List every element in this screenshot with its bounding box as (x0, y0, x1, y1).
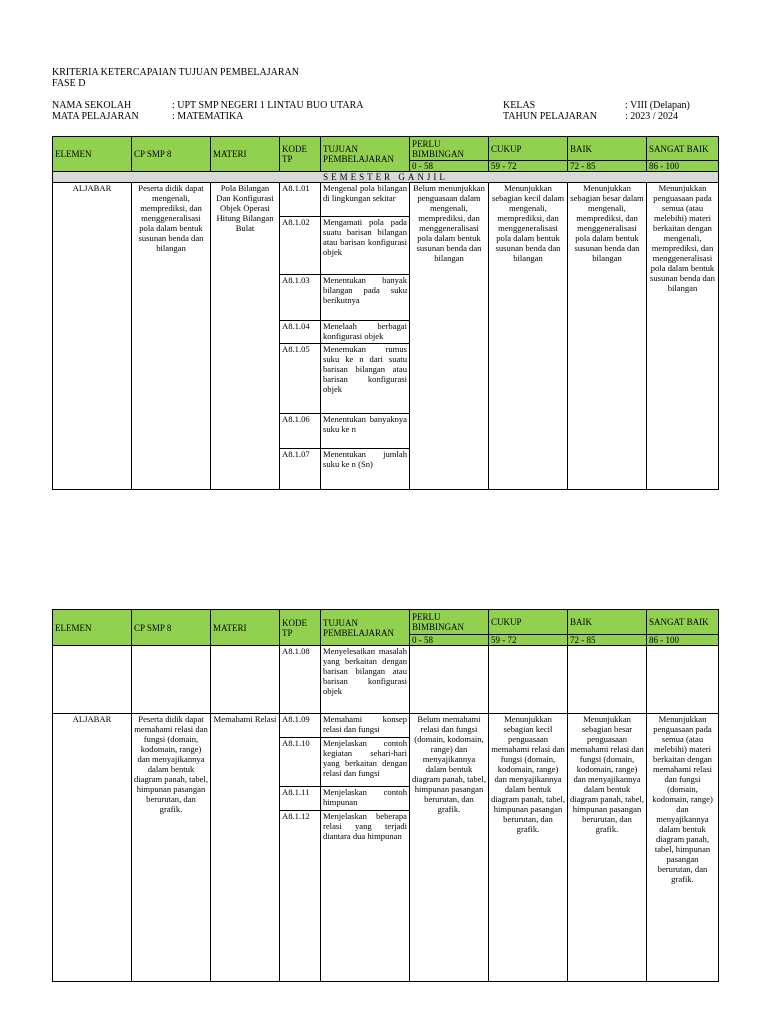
kode-column (280, 714, 321, 982)
sangat-baik-cell-empty (647, 646, 719, 714)
range-baik: 72 - 85 (568, 635, 647, 646)
header-perlu: PERLU BIMBINGAN (410, 610, 489, 635)
header-baik: BAIK (568, 610, 647, 635)
kode-cell: A8.1.09 (280, 714, 320, 738)
range-cukup: 59 - 72 (489, 161, 568, 172)
sangat-baik-cell: Menunjukkan penguasaan pada semua (atau melebihi) materi berkaitan dengan mengenali, memprediksi, dan menggeneralisasi pola dalam bentuk susunan benda dan bilangan (647, 183, 719, 490)
perlu-bimbingan-cell: Belum menunjukkan penguasaan dalam mengenali, memprediksi, dan menggeneralisasi pola dalam bentuk susunan benda dan bilangan (410, 183, 489, 490)
sekolah-value: : UPT SMP NEGERI 1 LINTAU BUO UTARA (172, 100, 364, 111)
tujuan-cell: Menjelaskan beberapa relasi yang terjadi diantara dua himpunan (323, 811, 407, 841)
kode-cell: A8.1.08 (280, 646, 321, 714)
kelas-label: KELAS (503, 100, 536, 111)
range-sangat: 86 - 100 (647, 161, 719, 172)
tujuan-cell: Memahami konsep relasi dan fungsi (321, 714, 409, 738)
sangat-baik-cell: Menunjukkan penguasaan pada semua (atau melebihi) materi berkaitan dengan memahami relasi dan fungsi (domain, kodomain, range) dan menyajikannya dalam bentuk diagram panah, tabel, himpunan pasangan berurutan, dan grafik. (647, 714, 719, 982)
tujuan-cell: Menjelaskan contoh kegiatan sehari-hari yang berkaitan dengan relasi dan fungsi (321, 738, 409, 787)
cukup-cell: Menunjukkan sebagian kecil dalam mengenali, memprediksi, dan menggeneralisasi pola dalam bentuk susunan benda dan bilangan (489, 183, 568, 490)
header-materi: MATERI (211, 610, 280, 646)
cukup-cell: Menunjukkan sebagian kecil penguasaan memahami relasi dan fungsi (domain, kodomain, range) dan menyajikannya dalam bentuk diagram panah, tabel, himpunan pasangan berurutan, dan grafik. (489, 714, 568, 982)
range-sangat: 86 - 100 (647, 635, 719, 646)
elemen-cell-empty (53, 646, 132, 714)
range-cukup: 59 - 72 (489, 635, 568, 646)
header-kode: KODE TP (280, 137, 321, 172)
materi-cell: Pola Bilangan Dan Konfigurasi Objek Operasi Hitung Bilangan Bulat (211, 183, 280, 490)
kode-cell: A8.1.06 (280, 414, 320, 449)
kktp-table-1 (52, 136, 719, 490)
tujuan-cell: Mengamati pola pada suatu barisan bilangan atau barisan konfigurasi objek (321, 217, 409, 275)
mapel-value: : MATEMATIKA (172, 111, 244, 122)
header-tujuan: TUJUAN PEMBELAJARAN (321, 610, 410, 646)
kode-cell: A8.1.07 (282, 449, 310, 459)
kode-cell: A8.1.12 (282, 811, 310, 821)
header-tujuan: TUJUAN PEMBELAJARAN (321, 137, 410, 172)
header-cp: CP SMP 8 (132, 610, 211, 646)
mapel-label: MATA PELAJARAN (52, 111, 139, 122)
tahun-label: TAHUN PELAJARAN (503, 111, 597, 122)
materi-cell-empty (211, 646, 280, 714)
cukup-cell-empty (489, 646, 568, 714)
perlu-bimbingan-cell: Belum memahami relasi dan fungsi (domain, kodomain, range) dan menyajikannya dalam bentuk diagram panah, tabel, himpunan pasangan berurutan, dan grafik. (410, 714, 489, 982)
header-cukup: CUKUP (489, 610, 568, 635)
tujuan-column (321, 714, 410, 982)
tujuan-column (321, 183, 410, 490)
kode-cell: A8.1.02 (280, 217, 320, 275)
elemen-cell: ALJABAR (53, 714, 132, 982)
baik-cell: Menunjukkan sebagian besar dalam mengenali, memprediksi, dan menggeneralisasi pola dalam bentuk susunan benda dan bilangan (568, 183, 647, 490)
tahun-value: : 2023 / 2024 (625, 111, 679, 122)
kode-cell: A8.1.11 (280, 787, 320, 811)
header-elemen: ELEMEN (53, 610, 132, 646)
header-cukup: CUKUP (489, 137, 568, 161)
kode-cell: A8.1.01 (280, 183, 320, 217)
range-baik: 72 - 85 (568, 161, 647, 172)
tujuan-cell: Menentukan banyak bilangan pada suku berikutnya (321, 275, 409, 321)
sekolah-label: NAMA SEKOLAH (52, 100, 132, 111)
tujuan-cell: Menjelaskan contoh himpunan (321, 787, 409, 811)
range-perlu: 0 - 58 (410, 161, 489, 172)
kode-cell: A8.1.05 (280, 344, 320, 414)
doc-title: KRITERIA KETERCAPAIAN TUJUAN PEMBELAJARAN (52, 67, 299, 78)
kode-cell: A8.1.04 (280, 321, 320, 344)
cp-cell: Peserta didik dapat memahami relasi dan fungsi (domain, kodomain, range) dan menyajikannya dalam bentuk diagram panah, tabel, himpunan pasangan berurutan, dan grafik. (132, 714, 211, 982)
header-sangat: SANGAT BAIK (647, 610, 719, 635)
tujuan-cell: Menentukan jumlah suku ke n (Sn) (323, 449, 407, 469)
doc-fase: FASE D (52, 78, 86, 89)
kode-cell: A8.1.03 (280, 275, 320, 321)
cp-cell-empty (132, 646, 211, 714)
tujuan-cell: Menyelesaikan masalah yang berkaitan dengan barisan bilangan atau barisan konfigurasi objek (321, 646, 410, 714)
tujuan-cell: Menelaah berbagai konfigurasi objek (321, 321, 409, 344)
cp-cell: Peserta didik dapat mengenali, memprediksi, dan menggeneralisasi pola dalam bentuk susunan benda dan bilangan (132, 183, 211, 490)
header-sangat: SANGAT BAIK (647, 137, 719, 161)
header-perlu: PERLU BIMBINGAN (410, 137, 489, 161)
tujuan-cell: Mengenal pola bilangan di lingkungan sekitar (321, 183, 409, 217)
kode-column (280, 183, 321, 490)
baik-cell-empty (568, 646, 647, 714)
kktp-table-2 (52, 609, 719, 982)
kelas-value: : VIII (Delapan) (625, 100, 690, 111)
tujuan-cell: Menemukan rumus suku ke n dari suatu barisan bilangan atau barisan konfigurasi objek (321, 344, 409, 414)
header-elemen: ELEMEN (53, 137, 132, 172)
baik-cell: Menunjukkan sebagian besar penguasaan memahami relasi dan fungsi (domain, kodomain, range) dan menyajikannya dalam bentuk diagram panah, tabel, himpunan pasangan berurutan, dan grafik. (568, 714, 647, 982)
tujuan-cell: Menentukan banyaknya suku ke n (321, 414, 409, 449)
header-kode: KODE TP (280, 610, 321, 646)
semester-label: SEMESTER GANJIL (53, 172, 719, 183)
perlu-bimbingan-cell-empty (410, 646, 489, 714)
header-materi: MATERI (211, 137, 280, 172)
range-perlu: 0 - 58 (410, 635, 489, 646)
elemen-cell: ALJABAR (53, 183, 132, 490)
header-baik: BAIK (568, 137, 647, 161)
header-cp: CP SMP 8 (132, 137, 211, 172)
materi-cell: Memahami Relasi (211, 714, 280, 982)
kode-cell: A8.1.10 (280, 738, 320, 787)
